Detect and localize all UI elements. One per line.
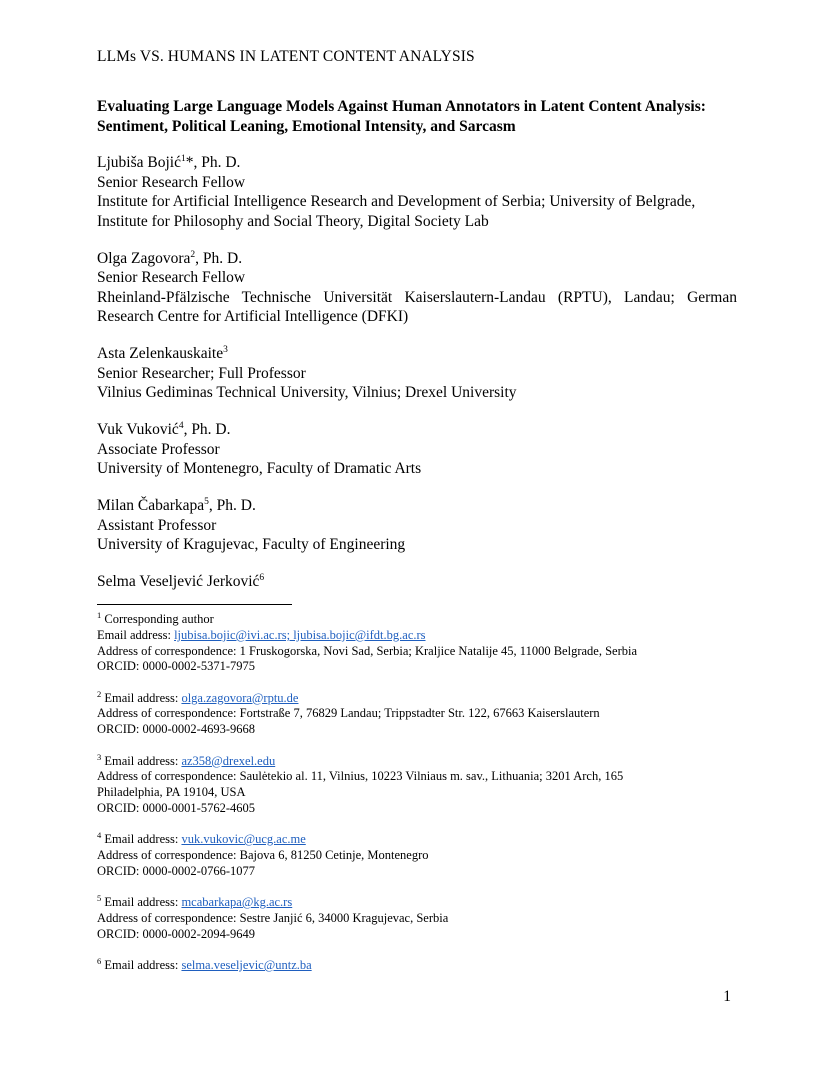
footnote-list bbox=[97, 609, 737, 989]
address-line: Address of correspondence: Fortstraße 7, 76829 Landau; Trippstadter Str. 122, 67663 Kaiserslautern bbox=[97, 706, 600, 721]
author-affiliation: Vilnius Gediminas Technical University, Vilnius; Drexel University bbox=[97, 384, 517, 401]
author-name: Ljubiša Bojić bbox=[97, 154, 181, 171]
email-label: Email address: bbox=[97, 627, 175, 642]
footnote-number: 3 bbox=[97, 751, 102, 762]
footnote-number: 4 bbox=[97, 830, 102, 841]
email-link[interactable]: vuk.vukovic@ucg.ac.me bbox=[181, 832, 306, 847]
orcid: ORCID: 0000-0002-2094-9649 bbox=[97, 926, 255, 941]
email-link[interactable]: ljubisa.bojic@ivi.ac.rs; ljubisa.bojic@ifdt.bg.ac.rs bbox=[174, 627, 426, 642]
email-label: Email address: bbox=[104, 690, 182, 705]
author-degree: , Ph. D. bbox=[193, 154, 241, 171]
author-block bbox=[97, 572, 737, 592]
email-label: Email address: bbox=[104, 895, 182, 910]
address-line: Address of correspondence: Saulėtekio al. 11, Vilnius, 10223 Vilniaus m. sav., Lithuania; 3201 Arch, 165 bbox=[97, 769, 624, 784]
email-label: Email address: bbox=[104, 832, 182, 847]
author-affiliation: Institute for Artificial Intelligence Research and Development of Serbia; University of Belgrade, Institute for Philosophy and Social Theory, Digital Society Lab bbox=[97, 193, 696, 230]
author-position: Assistant Professor bbox=[97, 516, 217, 534]
author-name: Olga Zagovora bbox=[97, 249, 191, 267]
footnote bbox=[97, 751, 737, 817]
address-line: Address of correspondence: 1 Fruskogorska, Novi Sad, Serbia; Kraljice Natalije 45, 11000 Belgrade, Serbia bbox=[97, 643, 638, 658]
author-name: Selma Veseljević Jerković bbox=[97, 573, 260, 590]
author-position: Senior Researcher; Full Professor bbox=[97, 364, 306, 382]
author-block bbox=[97, 496, 737, 555]
address-line: Philadelphia, PA 19104, USA bbox=[97, 785, 246, 800]
author-affiliation: Rheinland-Pfälzische Technische Universität Kaiserslautern-Landau (RPTU), Landau; German Research Centre for Artificial Intelligence (DFKI) bbox=[97, 288, 737, 325]
address-line: Address of correspondence: Sestre Janjić 6, 34000 Kragujevac, Serbia bbox=[97, 910, 449, 925]
author-footnote-ref[interactable]: 5 bbox=[204, 496, 209, 507]
author-list bbox=[97, 153, 737, 609]
running-head: LLMs VS. HUMANS IN LATENT CONTENT ANALYSIS bbox=[97, 48, 475, 65]
author-block bbox=[97, 420, 737, 479]
author-name: Vuk Vuković bbox=[97, 421, 179, 438]
footnote bbox=[97, 895, 737, 942]
author-footnote-ref[interactable]: 3 bbox=[223, 344, 228, 355]
orcid: ORCID: 0000-0002-0766-1077 bbox=[97, 863, 255, 878]
paper-title: Evaluating Large Language Models Against Human Annotators in Latent Content Analysis: Sentiment, Political Leaning, Emotional Intensity, and Sarcasm bbox=[97, 98, 706, 135]
author-footnote-ref[interactable]: 4 bbox=[178, 420, 184, 431]
email-link[interactable]: mcabarkapa@kg.ac.rs bbox=[181, 895, 293, 910]
corresponding-marker: * bbox=[185, 154, 194, 171]
footnote bbox=[97, 955, 737, 974]
email-link[interactable]: az358@drexel.edu bbox=[181, 753, 276, 768]
author-block bbox=[97, 249, 737, 327]
email-label: Email address: bbox=[104, 958, 182, 973]
author-footnote-ref[interactable]: 1 bbox=[180, 153, 186, 164]
footnote-number: 2 bbox=[97, 688, 102, 699]
page-number: 1 bbox=[723, 988, 731, 1005]
author-footnote-ref[interactable]: 2 bbox=[190, 249, 196, 260]
author-position: Associate Professor bbox=[97, 440, 220, 458]
author-degree: , Ph. D. bbox=[195, 249, 243, 267]
address-line: Address of correspondence: Bajova 6, 81250 Cetinje, Montenegro bbox=[97, 848, 429, 863]
footnote-separator bbox=[97, 604, 292, 605]
author-affiliation: University of Kragujevac, Faculty of Engineering bbox=[97, 536, 406, 553]
email-link[interactable]: olga.zagovora@rptu.de bbox=[181, 690, 299, 705]
author-position: Senior Research Fellow bbox=[97, 269, 246, 286]
author-degree: , Ph. D. bbox=[208, 497, 256, 514]
orcid: ORCID: 0000-0002-5371-7975 bbox=[97, 659, 255, 674]
author-name: Asta Zelenkauskaite bbox=[97, 345, 224, 362]
email-label: Email address: bbox=[104, 753, 182, 768]
author-position: Senior Research Fellow bbox=[97, 173, 246, 191]
footnote-note: Corresponding author bbox=[104, 612, 214, 626]
orcid: ORCID: 0000-0002-4693-9668 bbox=[97, 722, 255, 737]
author-block bbox=[97, 153, 737, 231]
footnote bbox=[97, 832, 737, 879]
author-block bbox=[97, 344, 737, 403]
footnote bbox=[97, 688, 737, 738]
footnote bbox=[97, 609, 737, 675]
author-name: Milan Čabarkapa bbox=[97, 497, 205, 514]
author-affiliation: University of Montenegro, Faculty of Dramatic Arts bbox=[97, 460, 422, 477]
email-link[interactable]: selma.veseljevic@untz.ba bbox=[181, 958, 312, 973]
footnote-number: 1 bbox=[97, 609, 102, 620]
footnote-number: 6 bbox=[97, 955, 102, 966]
author-footnote-ref[interactable]: 6 bbox=[259, 572, 265, 583]
orcid: ORCID: 0000-0001-5762-4605 bbox=[97, 800, 255, 815]
author-degree: , Ph. D. bbox=[183, 421, 231, 438]
footnote-number: 5 bbox=[97, 893, 102, 903]
